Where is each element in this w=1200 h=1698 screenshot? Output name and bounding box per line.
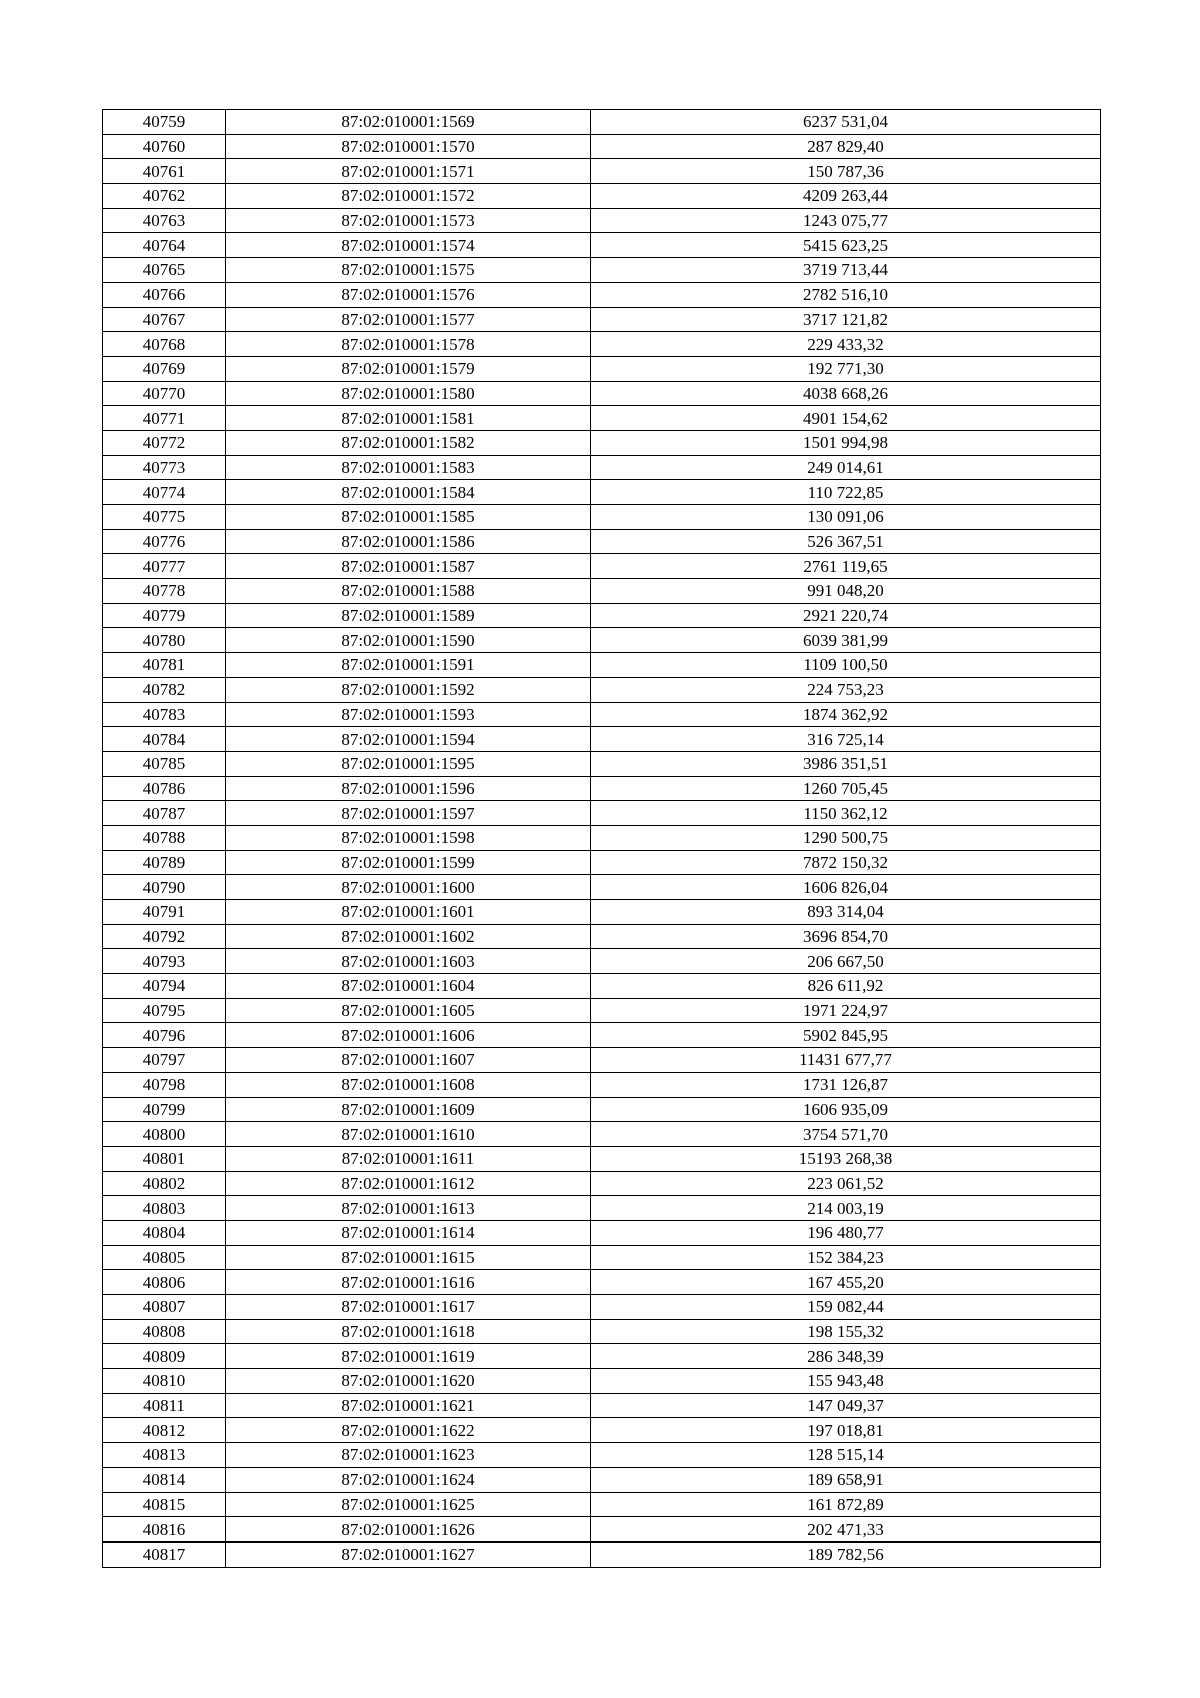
cadastral-value-cell: 189 658,91 [591,1467,1101,1492]
cadastral-value-cell: 3986 351,51 [591,751,1101,776]
cadastral-number-cell: 87:02:010001:1624 [226,1467,591,1492]
table-row [103,1072,1101,1097]
row-number-cell: 40792 [103,924,226,949]
cadastral-number-cell: 87:02:010001:1577 [226,307,591,332]
table-row [103,1418,1101,1443]
row-number-cell: 40798 [103,1072,226,1097]
cadastral-number-cell: 87:02:010001:1602 [226,924,591,949]
cadastral-value-cell: 229 433,32 [591,332,1101,357]
row-number-cell: 40762 [103,184,226,209]
row-number-cell: 40812 [103,1418,226,1443]
cadastral-number-cell: 87:02:010001:1612 [226,1171,591,1196]
table-row [103,1369,1101,1394]
cadastral-value-cell: 7872 150,32 [591,850,1101,875]
cadastral-number-cell: 87:02:010001:1608 [226,1072,591,1097]
cadastral-value-cell: 1971 224,97 [591,998,1101,1023]
cadastral-number-cell: 87:02:010001:1581 [226,406,591,431]
row-number-cell: 40786 [103,776,226,801]
cadastral-number-cell: 87:02:010001:1594 [226,727,591,752]
cadastral-value-cell: 189 782,56 [591,1542,1101,1567]
row-number-cell: 40795 [103,998,226,1023]
cadastral-number-cell: 87:02:010001:1585 [226,505,591,530]
table-row [103,1146,1101,1171]
cadastral-value-cell: 15193 268,38 [591,1146,1101,1171]
table-row [103,1023,1101,1048]
table-row [103,579,1101,604]
row-number-cell: 40805 [103,1245,226,1270]
cadastral-value-cell: 202 471,33 [591,1517,1101,1542]
row-number-cell: 40775 [103,505,226,530]
cadastral-value-cell: 5902 845,95 [591,1023,1101,1048]
cadastral-value-cell: 4038 668,26 [591,381,1101,406]
row-number-cell: 40783 [103,702,226,727]
row-number-cell: 40770 [103,381,226,406]
table-row [103,702,1101,727]
table-row [103,998,1101,1023]
cadastral-number-cell: 87:02:010001:1588 [226,579,591,604]
row-number-cell: 40781 [103,653,226,678]
cadastral-number-cell: 87:02:010001:1574 [226,233,591,258]
table-row [103,480,1101,505]
cadastral-value-cell: 152 384,23 [591,1245,1101,1270]
cadastral-number-cell: 87:02:010001:1580 [226,381,591,406]
cadastral-number-cell: 87:02:010001:1586 [226,529,591,554]
row-number-cell: 40763 [103,208,226,233]
row-number-cell: 40776 [103,529,226,554]
table-row [103,1196,1101,1221]
row-number-cell: 40778 [103,579,226,604]
table-row [103,1295,1101,1320]
table-row [103,529,1101,554]
row-number-cell: 40772 [103,430,226,455]
row-number-cell: 40815 [103,1492,226,1517]
row-number-cell: 40800 [103,1122,226,1147]
table-row [103,159,1101,184]
table-row [103,356,1101,381]
table-row [103,1319,1101,1344]
table-row [103,1344,1101,1369]
cadastral-number-cell: 87:02:010001:1592 [226,677,591,702]
cadastral-value-cell: 1606 935,09 [591,1097,1101,1122]
cadastral-number-cell: 87:02:010001:1572 [226,184,591,209]
cadastral-number-cell: 87:02:010001:1570 [226,134,591,159]
cadastral-value-cell: 1150 362,12 [591,801,1101,826]
row-number-cell: 40811 [103,1393,226,1418]
cadastral-number-cell: 87:02:010001:1626 [226,1517,591,1542]
cadastral-value-cell: 161 872,89 [591,1492,1101,1517]
table-row [103,1393,1101,1418]
table-row [103,110,1101,135]
row-number-cell: 40797 [103,1048,226,1073]
cadastral-number-cell: 87:02:010001:1576 [226,282,591,307]
table-row [103,751,1101,776]
cadastral-value-cell: 6039 381,99 [591,628,1101,653]
cadastral-number-cell: 87:02:010001:1610 [226,1122,591,1147]
cadastral-value-cell: 316 725,14 [591,727,1101,752]
cadastral-value-cell: 128 515,14 [591,1443,1101,1468]
cadastral-number-cell: 87:02:010001:1571 [226,159,591,184]
cadastral-value-cell: 2761 119,65 [591,554,1101,579]
row-number-cell: 40785 [103,751,226,776]
cadastral-value-cell: 196 480,77 [591,1220,1101,1245]
cadastral-value-cell: 5415 623,25 [591,233,1101,258]
table-row [103,974,1101,999]
cadastral-number-cell: 87:02:010001:1598 [226,825,591,850]
row-number-cell: 40793 [103,949,226,974]
cadastral-number-cell: 87:02:010001:1587 [226,554,591,579]
row-number-cell: 40769 [103,356,226,381]
cadastral-number-cell: 87:02:010001:1597 [226,801,591,826]
cadastral-value-cell: 1290 500,75 [591,825,1101,850]
cadastral-value-cell: 130 091,06 [591,505,1101,530]
cadastral-value-cell: 893 314,04 [591,900,1101,925]
cadastral-number-cell: 87:02:010001:1613 [226,1196,591,1221]
cadastral-number-cell: 87:02:010001:1601 [226,900,591,925]
cadastral-value-cell: 2921 220,74 [591,603,1101,628]
row-number-cell: 40760 [103,134,226,159]
table-row [103,307,1101,332]
row-number-cell: 40799 [103,1097,226,1122]
cadastral-value-cell: 4901 154,62 [591,406,1101,431]
row-number-cell: 40807 [103,1295,226,1320]
cadastral-value-cell: 526 367,51 [591,529,1101,554]
row-number-cell: 40787 [103,801,226,826]
row-number-cell: 40790 [103,875,226,900]
cadastral-value-cell: 287 829,40 [591,134,1101,159]
cadastral-value-cell: 3696 854,70 [591,924,1101,949]
cadastral-number-cell: 87:02:010001:1582 [226,430,591,455]
cadastral-value-cell: 223 061,52 [591,1171,1101,1196]
cadastral-number-cell: 87:02:010001:1600 [226,875,591,900]
row-number-cell: 40766 [103,282,226,307]
table-row [103,1122,1101,1147]
row-number-cell: 40759 [103,110,226,135]
row-number-cell: 40779 [103,603,226,628]
row-number-cell: 40764 [103,233,226,258]
cadastral-value-cell: 1260 705,45 [591,776,1101,801]
cadastral-number-cell: 87:02:010001:1619 [226,1344,591,1369]
table-row [103,332,1101,357]
row-number-cell: 40780 [103,628,226,653]
cadastral-value-cell: 3754 571,70 [591,1122,1101,1147]
row-number-cell: 40765 [103,258,226,283]
table-row [103,628,1101,653]
table-row [103,776,1101,801]
cadastral-number-cell: 87:02:010001:1583 [226,455,591,480]
row-number-cell: 40808 [103,1319,226,1344]
cadastral-number-cell: 87:02:010001:1627 [226,1542,591,1567]
table-row [103,554,1101,579]
table-row [103,505,1101,530]
table-row [103,653,1101,678]
row-number-cell: 40771 [103,406,226,431]
cadastral-value-cell: 1731 126,87 [591,1072,1101,1097]
cadastral-number-cell: 87:02:010001:1617 [226,1295,591,1320]
table-row [103,1048,1101,1073]
row-number-cell: 40782 [103,677,226,702]
table-body [103,110,1101,1568]
table-row [103,727,1101,752]
table-row [103,455,1101,480]
table-row [103,1467,1101,1492]
cadastral-number-cell: 87:02:010001:1605 [226,998,591,1023]
row-number-cell: 40784 [103,727,226,752]
row-number-cell: 40816 [103,1517,226,1542]
cadastral-number-cell: 87:02:010001:1607 [226,1048,591,1073]
table-row [103,233,1101,258]
cadastral-value-cell: 1243 075,77 [591,208,1101,233]
row-number-cell: 40791 [103,900,226,925]
cadastral-value-cell: 206 667,50 [591,949,1101,974]
row-number-cell: 40817 [103,1542,226,1567]
row-number-cell: 40801 [103,1146,226,1171]
cadastral-number-cell: 87:02:010001:1614 [226,1220,591,1245]
table-row [103,850,1101,875]
cadastral-number-cell: 87:02:010001:1589 [226,603,591,628]
row-number-cell: 40804 [103,1220,226,1245]
row-number-cell: 40777 [103,554,226,579]
row-number-cell: 40767 [103,307,226,332]
row-number-cell: 40789 [103,850,226,875]
table-row [103,949,1101,974]
row-number-cell: 40809 [103,1344,226,1369]
row-number-cell: 40794 [103,974,226,999]
cadastral-value-cell: 286 348,39 [591,1344,1101,1369]
cadastral-value-cell: 2782 516,10 [591,282,1101,307]
cadastral-value-cell: 3717 121,82 [591,307,1101,332]
row-number-cell: 40788 [103,825,226,850]
row-number-cell: 40774 [103,480,226,505]
table-row [103,134,1101,159]
cadastral-number-cell: 87:02:010001:1579 [226,356,591,381]
table-row [103,1171,1101,1196]
cadastral-value-cell: 11431 677,77 [591,1048,1101,1073]
table-row [103,430,1101,455]
cadastral-number-cell: 87:02:010001:1591 [226,653,591,678]
cadastral-number-cell: 87:02:010001:1618 [226,1319,591,1344]
cadastral-value-cell: 198 155,32 [591,1319,1101,1344]
row-number-cell: 40768 [103,332,226,357]
row-number-cell: 40813 [103,1443,226,1468]
table-row [103,258,1101,283]
cadastral-value-cell: 1109 100,50 [591,653,1101,678]
cadastral-number-cell: 87:02:010001:1623 [226,1443,591,1468]
cadastral-number-cell: 87:02:010001:1625 [226,1492,591,1517]
table-row [103,924,1101,949]
cadastral-value-cell: 159 082,44 [591,1295,1101,1320]
cadastral-number-cell: 87:02:010001:1621 [226,1393,591,1418]
cadastral-number-cell: 87:02:010001:1578 [226,332,591,357]
table-row [103,1443,1101,1468]
row-number-cell: 40814 [103,1467,226,1492]
table-row [103,1270,1101,1295]
row-number-cell: 40796 [103,1023,226,1048]
cadastral-value-cell: 150 787,36 [591,159,1101,184]
table-row [103,900,1101,925]
table-row [103,603,1101,628]
cadastral-number-cell: 87:02:010001:1593 [226,702,591,727]
cadastral-number-cell: 87:02:010001:1622 [226,1418,591,1443]
table-row [103,208,1101,233]
cadastral-number-cell: 87:02:010001:1599 [226,850,591,875]
table-row [103,677,1101,702]
table-row [103,1542,1101,1567]
cadastral-number-cell: 87:02:010001:1590 [226,628,591,653]
cadastral-value-cell: 1501 994,98 [591,430,1101,455]
cadastral-value-cell: 991 048,20 [591,579,1101,604]
row-number-cell: 40761 [103,159,226,184]
cadastral-value-cell: 6237 531,04 [591,110,1101,135]
cadastral-number-cell: 87:02:010001:1595 [226,751,591,776]
table-row [103,875,1101,900]
cadastral-value-cell: 167 455,20 [591,1270,1101,1295]
table-row [103,1517,1101,1542]
table-row [103,406,1101,431]
cadastral-value-cell: 197 018,81 [591,1418,1101,1443]
cadastral-number-cell: 87:02:010001:1606 [226,1023,591,1048]
cadastral-number-cell: 87:02:010001:1573 [226,208,591,233]
table-row [103,282,1101,307]
cadastral-value-cell: 155 943,48 [591,1369,1101,1394]
row-number-cell: 40810 [103,1369,226,1394]
cadastral-value-cell: 1874 362,92 [591,702,1101,727]
table-row [103,1220,1101,1245]
cadastral-value-cell: 214 003,19 [591,1196,1101,1221]
table-row [103,801,1101,826]
row-number-cell: 40806 [103,1270,226,1295]
table-row [103,1097,1101,1122]
table-row [103,825,1101,850]
table-row [103,184,1101,209]
row-number-cell: 40803 [103,1196,226,1221]
cadastral-number-cell: 87:02:010001:1609 [226,1097,591,1122]
cadastral-number-cell: 87:02:010001:1569 [226,110,591,135]
table-row [103,1492,1101,1517]
cadastral-number-cell: 87:02:010001:1603 [226,949,591,974]
cadastral-value-cell: 224 753,23 [591,677,1101,702]
cadastral-number-cell: 87:02:010001:1596 [226,776,591,801]
cadastral-number-cell: 87:02:010001:1615 [226,1245,591,1270]
cadastral-value-cell: 110 722,85 [591,480,1101,505]
row-number-cell: 40802 [103,1171,226,1196]
cadastral-value-cell: 147 049,37 [591,1393,1101,1418]
table-row [103,381,1101,406]
table-row [103,1245,1101,1270]
cadastral-number-cell: 87:02:010001:1616 [226,1270,591,1295]
cadastral-value-cell: 826 611,92 [591,974,1101,999]
cadastral-value-table [102,109,1101,1568]
cadastral-value-cell: 249 014,61 [591,455,1101,480]
cadastral-number-cell: 87:02:010001:1584 [226,480,591,505]
cadastral-value-cell: 1606 826,04 [591,875,1101,900]
cadastral-number-cell: 87:02:010001:1611 [226,1146,591,1171]
cadastral-number-cell: 87:02:010001:1620 [226,1369,591,1394]
cadastral-value-cell: 3719 713,44 [591,258,1101,283]
row-number-cell: 40773 [103,455,226,480]
cadastral-number-cell: 87:02:010001:1604 [226,974,591,999]
cadastral-value-cell: 4209 263,44 [591,184,1101,209]
cadastral-number-cell: 87:02:010001:1575 [226,258,591,283]
cadastral-value-cell: 192 771,30 [591,356,1101,381]
